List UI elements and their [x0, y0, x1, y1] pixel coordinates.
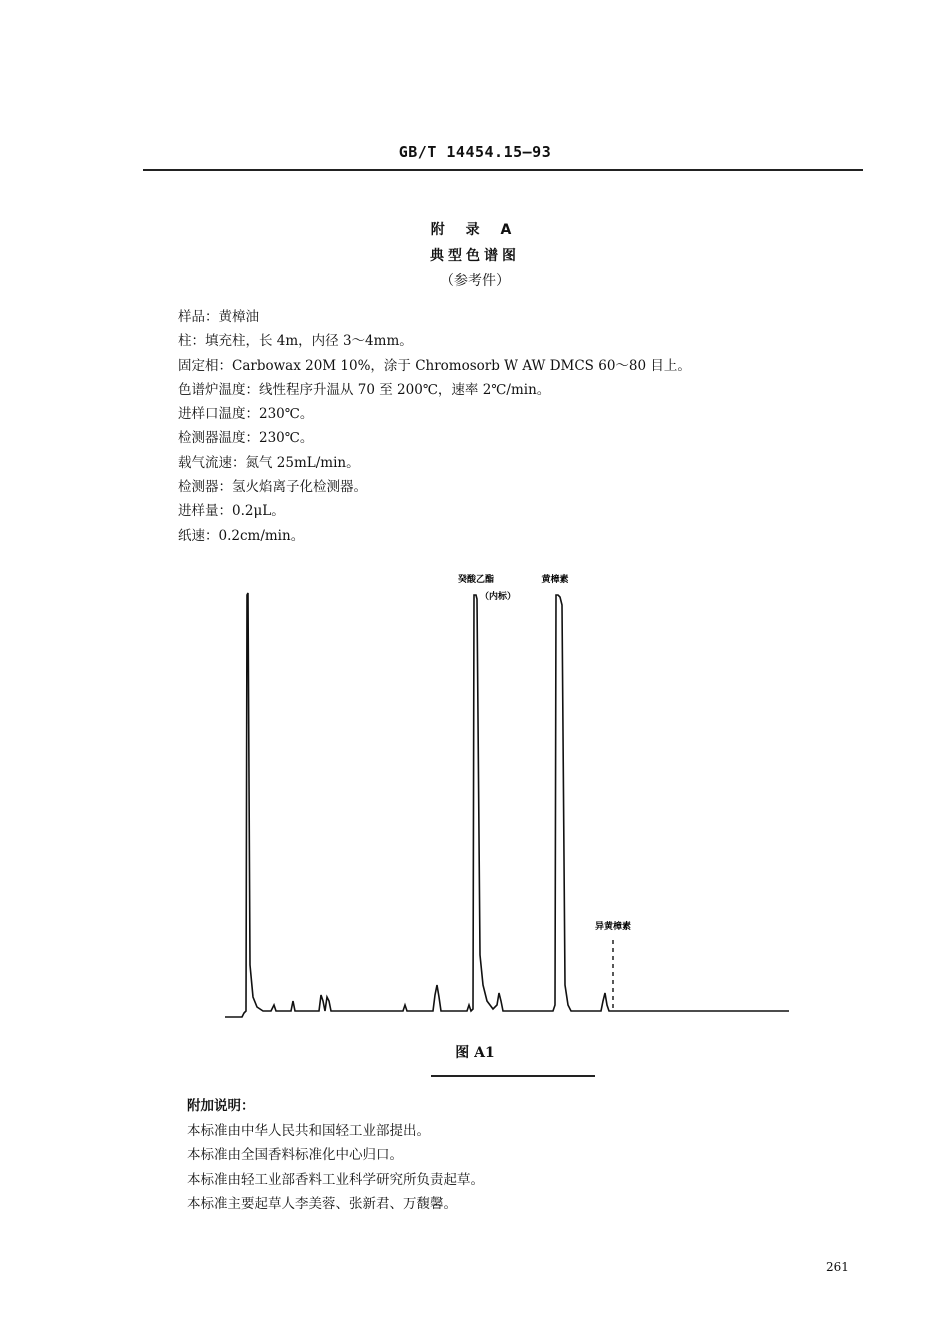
param-paper-speed: 纸速：0.2cm/min。: [178, 527, 305, 544]
param-stationary-phase: 固定相：Carbowax 20M 10%，涂于 Chromosorb W AW DMCS 60～80 目上。: [178, 357, 691, 374]
appendix-note: （参考件）: [440, 273, 510, 289]
peak-label-ethyl-decanoate: 癸酸乙酯: [457, 575, 495, 585]
chromatogram-trace: [225, 593, 789, 1017]
parameter-list: [178, 305, 691, 548]
appendix-title: 附 录 A: [430, 222, 520, 238]
page-number: 261: [826, 1260, 849, 1274]
param-injection-volume: 进样量：0.2μL。: [178, 503, 285, 520]
peak-label-isosafrole: 异黄樟素: [594, 922, 632, 932]
additional-notes: [187, 1094, 484, 1217]
note-line: 本标准由中华人民共和国轻工业部提出。: [187, 1122, 430, 1139]
note-line: 本标准主要起草人李美蓉、张新君、万馥馨。: [187, 1196, 457, 1212]
note-line: 本标准由轻工业部香料工业科学研究所负责起草。: [187, 1171, 484, 1188]
peak-label-safrole: 黄樟素: [541, 575, 569, 585]
param-carrier-gas: 载气流速：氮气 25mL/min。: [178, 454, 360, 471]
notes-title: 附加说明：: [187, 1098, 255, 1114]
param-oven-temperature: 色谱炉温度：线性程序升温从 70 至 200℃，速率 2℃/min。: [178, 381, 551, 398]
chromatogram: [215, 565, 795, 1025]
param-detector-temperature: 检测器温度：230℃。: [178, 430, 314, 447]
param-sample: 样品：黄樟油: [178, 309, 259, 325]
param-detector: 检测器：氢火焰离子化检测器。: [178, 479, 367, 496]
header-rule: [143, 169, 863, 171]
peak-label-internal-standard: （内标）: [479, 592, 517, 602]
param-column: 柱：填充柱，长 4m，内径 3～4mm。: [178, 333, 413, 350]
note-line: 本标准由全国香料标准化中心归口。: [187, 1147, 403, 1163]
figure-caption: 图 A1: [455, 1045, 495, 1061]
figure-rule: [431, 1075, 595, 1077]
param-inlet-temperature: 进样口温度：230℃。: [178, 406, 314, 423]
appendix-subtitle: 典型色谱图: [430, 248, 520, 264]
standard-code: GB/T 14454.15—93: [398, 143, 552, 161]
